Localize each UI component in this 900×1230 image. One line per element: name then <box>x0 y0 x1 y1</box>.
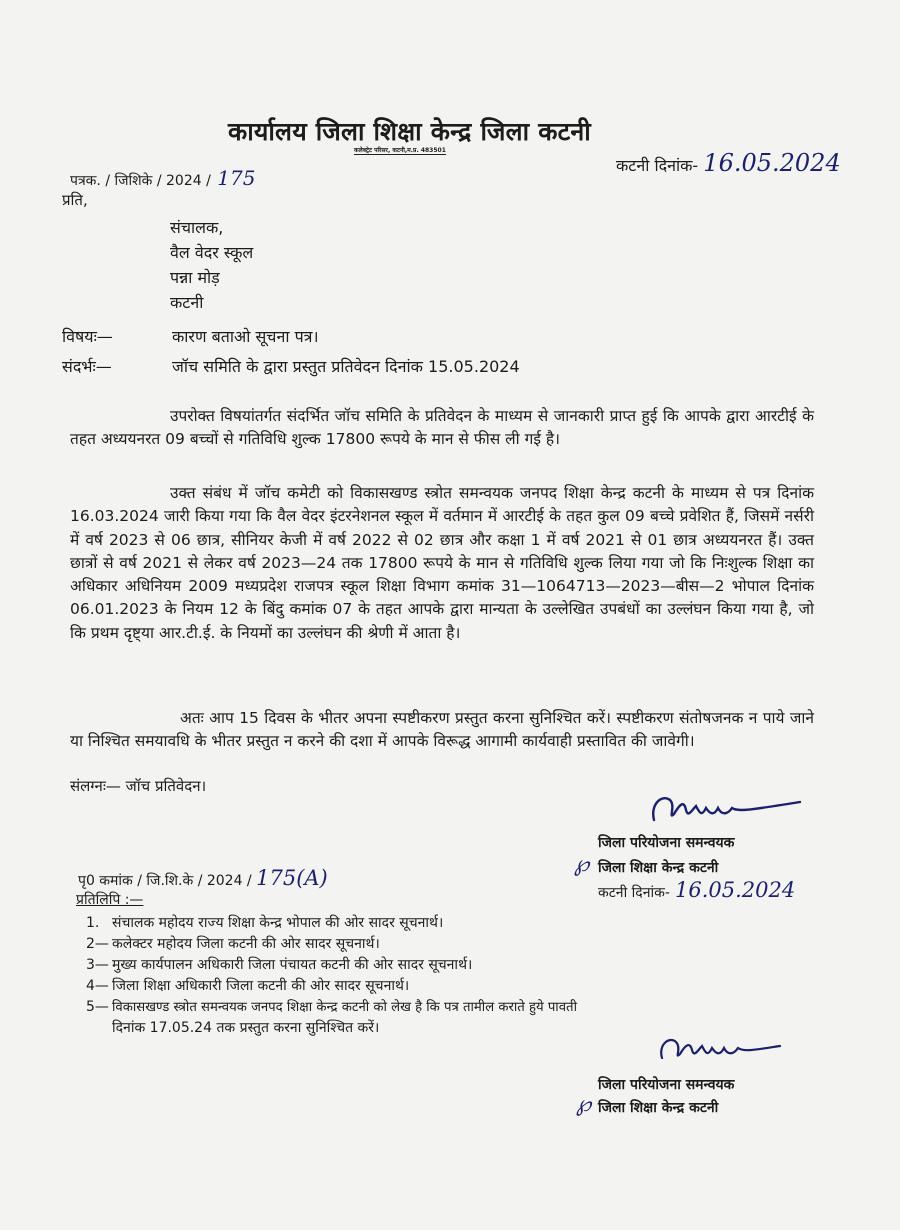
letter-date-handwritten: 16.05.2024 <box>703 149 841 177</box>
letter-date-label: कटनी दिनांक- <box>616 156 699 175</box>
copy-number-handwritten: 175(A) <box>256 866 328 890</box>
body-paragraph-2-text: उक्त संबंध में जॉच कमेटी को विकासखण्ड स्त्रोत समन्वयक जनपद शिक्षा केन्द्र कटनी के माध्यम से पत्र दिनांक 16.03.2024 जारी किया गया कि वैल वेदर इंटरनेशनल स्कूल में वर्तमान में आरटीई के तहत कुल 09 बच्चे प्रवेशित हैं, जिसमें नर्सरी में वर्ष 2023 से 06 छात्र, सीनियर केजी में वर्ष 2022 से 02 छात्र और कक्षा 1 में वर्ष 2021 से 01 छात्र अध्ययनरत हैं। उक्त छात्रों से वर्ष 2021 से लेकर वर्ष 2023—24 तक 17800 रूपये के मान से गतिविधि शुल्क लिया गया जो कि निःशुल्क शिक्षा का अधिकार अधिनियम 2009 मध्यप्रदेश राजपत्र स्कूल शिक्षा विभाग कमांक 31—1064713—2023—बीस—2 भोपाल दिनांक 06.01.2023 के नियम 12 के बिंदु कमांक 07 के तहत आपके द्वारा मान्यता के उल्लेखित उपबंधों का उल्लंघन किया गया है, जो कि प्रथम दृष्ट्या आर.टी.ई. के नियमों का उल्लंघन की श्रेणी में आता है। <box>70 484 814 642</box>
office-address: कलेक्ट्रेट परिसर, कटनी,म.प्र. 483501 <box>354 147 446 154</box>
letter-number-printed: पत्रक. / जिशिके / 2024 / <box>70 173 211 189</box>
body-paragraph-3 <box>70 707 814 754</box>
signature1-date <box>598 878 795 902</box>
copy-item-number: 3— <box>86 957 109 973</box>
letter-number <box>70 166 255 190</box>
copy-item-text: दिनांक 17.05.24 तक प्रस्तुत करना सुनिश्चित करें। <box>112 1020 380 1036</box>
body-paragraph-3-text: अतः आप 15 दिवस के भीतर अपना स्पष्टीकरण प्रस्तुत करना सुनिश्चित करें। स्पष्टीकरण संतोषजनक न पाये जाने या निश्चित समयावधि के भीतर प्रस्तुत न करने की दशा में आपके विरूद्ध आगामी कार्यवाही प्रस्तावित की जावेगी। <box>70 709 814 751</box>
copy-item-text: विकासखण्ड स्त्रोत समन्वयक जनपद शिक्षा केन्द्र कटनी को लेख है कि पत्र तामील कराते हुये पावती <box>112 1000 577 1015</box>
subject-text: कारण बताओ सूचना पत्र। <box>172 327 319 346</box>
signature1-date-handwritten: 16.05.2024 <box>675 878 796 902</box>
office-title: कार्यालय जिला शिक्षा केन्द्र जिला कटनी <box>228 117 591 146</box>
copy-item-number: 2— <box>86 936 109 952</box>
signature1-designation: जिला परियोजना समन्वयक <box>598 835 735 851</box>
copy-item-number: 1. <box>86 915 100 931</box>
body-paragraph-1 <box>70 405 814 452</box>
copy-item-text: कलेक्टर महोदय जिला कटनी की ओर सादर सूचनार्थ। <box>112 936 380 952</box>
copy-item-text: जिला शिक्षा अधिकारी जिला कटनी की ओर सादर सूचनार्थ। <box>112 978 410 994</box>
copy-list-item <box>86 934 577 955</box>
enclosure-note: संलग्नः— जॉच प्रतिवेदन। <box>70 777 207 795</box>
reference-label: संदर्भः— <box>62 357 112 376</box>
copy-list <box>86 913 577 1039</box>
reference-text: जॉच समिति के द्वारा प्रस्तुत प्रतिवेदन दिनांक 15.05.2024 <box>172 357 520 376</box>
signature2-office: जिला शिक्षा केन्द्र कटनी <box>598 1100 719 1116</box>
copy-item-text: मुख्य कार्यपालन अधिकारी जिला पंचायत कटनी की ओर सादर सूचनार्थ। <box>112 957 473 973</box>
prati-label: प्रति, <box>62 191 88 209</box>
addressee-line: पन्ना मोड़ <box>170 268 220 287</box>
copy-label: प्रतिलिपि :— <box>76 892 144 908</box>
signature-scribble-2 <box>650 1028 800 1074</box>
signature1-date-label: कटनी दिनांक- <box>598 885 670 901</box>
addressee-line: वैल वेदर स्कूल <box>170 243 254 262</box>
addressee-line: संचालक, <box>170 218 224 237</box>
copy-item-number <box>86 1018 112 1039</box>
copy-list-item <box>86 955 577 976</box>
copy-number <box>78 866 328 890</box>
copy-item-number: 4— <box>86 978 109 994</box>
copy-item-number: 5— <box>86 999 109 1015</box>
signature2-designation: जिला परियोजना समन्वयक <box>598 1077 735 1093</box>
body-paragraph-2 <box>70 482 814 645</box>
signature2-initial-mark: ℘ <box>576 1092 592 1117</box>
copy-list-item <box>86 1018 577 1039</box>
addressee-block <box>170 215 253 315</box>
body-paragraph-1-text: उपरोक्त विषयांतर्गत संदर्भित जॉच समिति के प्रतिवेदन के माध्यम से जानकारी प्राप्त हुई कि आपके द्वारा आरटीई के तहत अध्ययनरत 09 बच्चों से गतिविधि शुल्क 17800 रूपये के मान से फीस ली गई है। <box>70 407 814 449</box>
copy-list-item <box>86 913 577 934</box>
signature1-initial-mark: ℘ <box>574 852 590 877</box>
addressee-line: कटनी <box>170 293 204 312</box>
signature1-office: जिला शिक्षा केन्द्र कटनी <box>598 860 719 876</box>
copy-number-printed: पृ0 कमांक / जि.शि.के / 2024 / <box>78 873 252 889</box>
subject-label: विषयः— <box>62 327 113 346</box>
signature-scribble-1 <box>640 786 820 838</box>
letter-date <box>616 149 841 177</box>
copy-list-item <box>86 997 577 1018</box>
copy-list-item <box>86 976 577 997</box>
letter-number-handwritten: 175 <box>217 166 256 190</box>
copy-item-text: संचालक महोदय राज्य शिक्षा केन्द्र भोपाल की ओर सादर सूचनार्थ। <box>112 915 444 931</box>
